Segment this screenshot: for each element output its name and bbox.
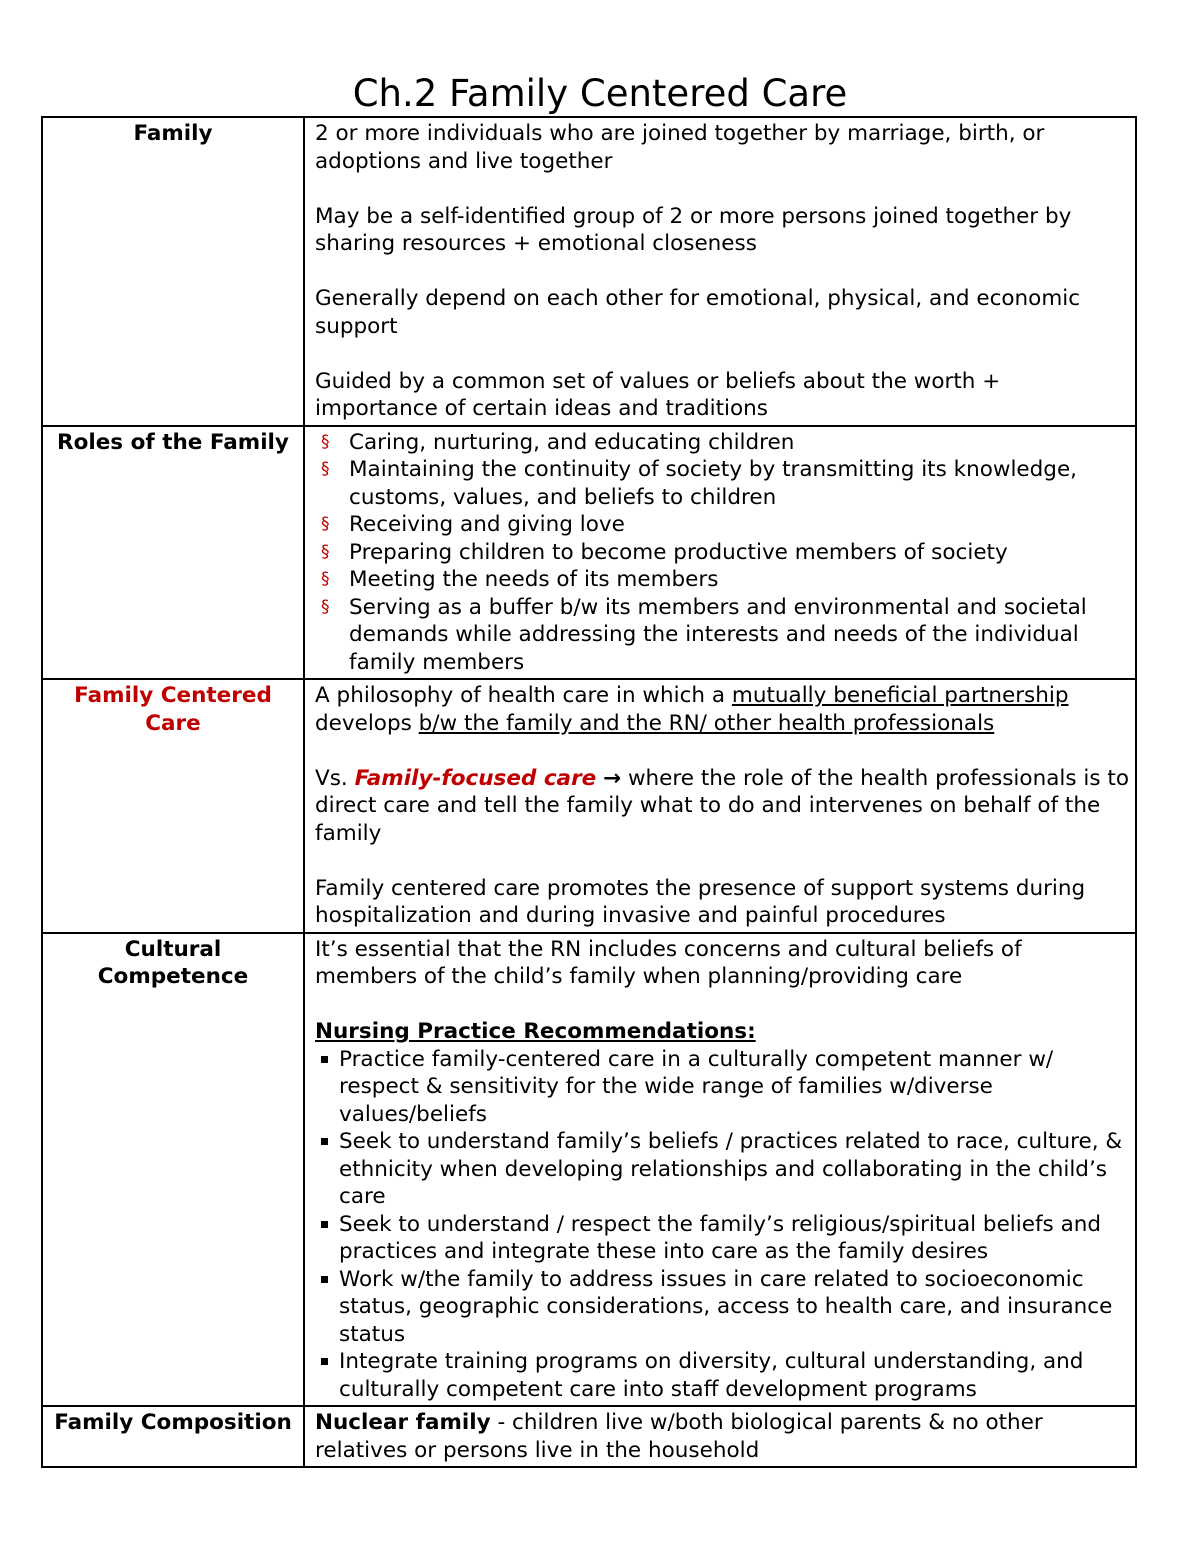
- paragraph: It’s essential that the RN includes concerns and cultural beliefs of members of the child’s family when planning/providing care: [315, 936, 1022, 989]
- paragraph: Vs. Family-focused care → where the role of the health professionals is to direct care and tell the family what to do and intervenes on behalf of the family: [315, 765, 1129, 846]
- section-bullet-icon: §: [321, 459, 330, 479]
- paragraph: Nuclear family - children live w/both biological parents & no other relatives or persons live in the household: [315, 1410, 1043, 1463]
- notes-table: [41, 116, 1137, 1468]
- paragraph: A philosophy of health care in which a mutually beneficial partnership develops b/w the family and the RN/ other health professionals: [315, 683, 1069, 736]
- section-bullet-icon: §: [321, 569, 330, 589]
- paragraph: Family centered care promotes the presence of support systems during hospitalization and during invasive and painful procedures: [315, 875, 1086, 928]
- roles-list: [315, 429, 1129, 677]
- paragraph: 2 or more individuals who are joined together by marriage, birth, or adoptions and live together: [315, 121, 1045, 174]
- table-row: [42, 117, 1136, 426]
- term-cultural-competence: Cultural Competence: [42, 933, 304, 1407]
- recommendations-list: [315, 1046, 1129, 1404]
- list-item: Seek to understand / respect the family’s religious/spiritual beliefs and practices and integrate these into care as the family desires: [315, 1211, 1129, 1266]
- list-item: Work w/the family to address issues in care related to socioeconomic status, geographic considerations, access to health care, and insurance status: [315, 1266, 1129, 1349]
- section-heading: Nursing Practice Recommendations:: [315, 1019, 756, 1044]
- paragraph: May be a self-identified group of 2 or more persons joined together by sharing resources + emotional closeness: [315, 203, 1072, 256]
- right-arrow-icon: →: [603, 765, 622, 791]
- list-item: Seek to understand family’s beliefs / practices related to race, culture, & ethnicity when developing relationships and collaborating in the child’s care: [315, 1128, 1129, 1211]
- underlined-term: b/w the family and the RN/ other health professionals: [418, 710, 995, 736]
- section-bullet-icon: §: [321, 541, 330, 562]
- paragraph: Guided by a common set of values or beliefs about the worth + importance of certain ideas and traditions: [315, 368, 1001, 421]
- bold-term: Nuclear family: [315, 1410, 491, 1435]
- table-row: [42, 426, 1136, 680]
- table-row: [42, 1406, 1136, 1467]
- list-item: § Maintaining the continuity of society by transmitting its knowledge, customs, values, and beliefs to children: [321, 457, 1078, 510]
- definition-roles: [304, 426, 1136, 680]
- section-bullet-icon: §: [321, 514, 330, 534]
- page-title: Ch.2 Family Centered Care: [352, 72, 848, 115]
- underlined-term: mutually beneficial partnership: [731, 683, 1069, 708]
- definition-family-composition: [304, 1406, 1136, 1467]
- list-item: § Caring, nurturing, and educating children: [321, 429, 795, 455]
- list-item: § Receiving and giving love: [321, 512, 625, 537]
- term-family-composition: Family Composition: [42, 1406, 304, 1467]
- definition-cultural-competence: [304, 933, 1136, 1407]
- list-item: § Serving as a buffer b/w its members and environmental and societal demands while addressing the interests and needs of the individual family members: [321, 594, 1087, 675]
- definition-family-centered-care: [304, 679, 1136, 933]
- section-bullet-icon: §: [321, 431, 330, 452]
- list-item: § Preparing children to become productive members of society: [321, 539, 1008, 565]
- term-roles: Roles of the Family: [42, 426, 304, 680]
- section-bullet-icon: §: [321, 596, 330, 617]
- square-bullet-icon: [321, 1056, 328, 1063]
- list-item: Integrate training programs on diversity, cultural understanding, and culturally competent care into staff development programs: [315, 1348, 1129, 1403]
- table-row: [42, 679, 1136, 933]
- emphasis-term: Family-focused care: [354, 765, 597, 791]
- list-item: Practice family-centered care in a culturally competent manner w/ respect & sensitivity for the wide range of families w/diverse values/beliefs: [315, 1046, 1129, 1129]
- square-bullet-icon: [321, 1276, 328, 1283]
- definition-family: [304, 117, 1136, 426]
- list-item: § Meeting the needs of its members: [321, 567, 719, 592]
- paragraph: Generally depend on each other for emotional, physical, and economic support: [315, 286, 1081, 339]
- square-bullet-icon: [321, 1358, 328, 1365]
- term-family: Family: [42, 117, 304, 426]
- term-family-centered-care: Family Centered Care: [42, 679, 304, 933]
- table-row: [42, 933, 1136, 1407]
- square-bullet-icon: [321, 1138, 328, 1145]
- square-bullet-icon: [321, 1221, 328, 1228]
